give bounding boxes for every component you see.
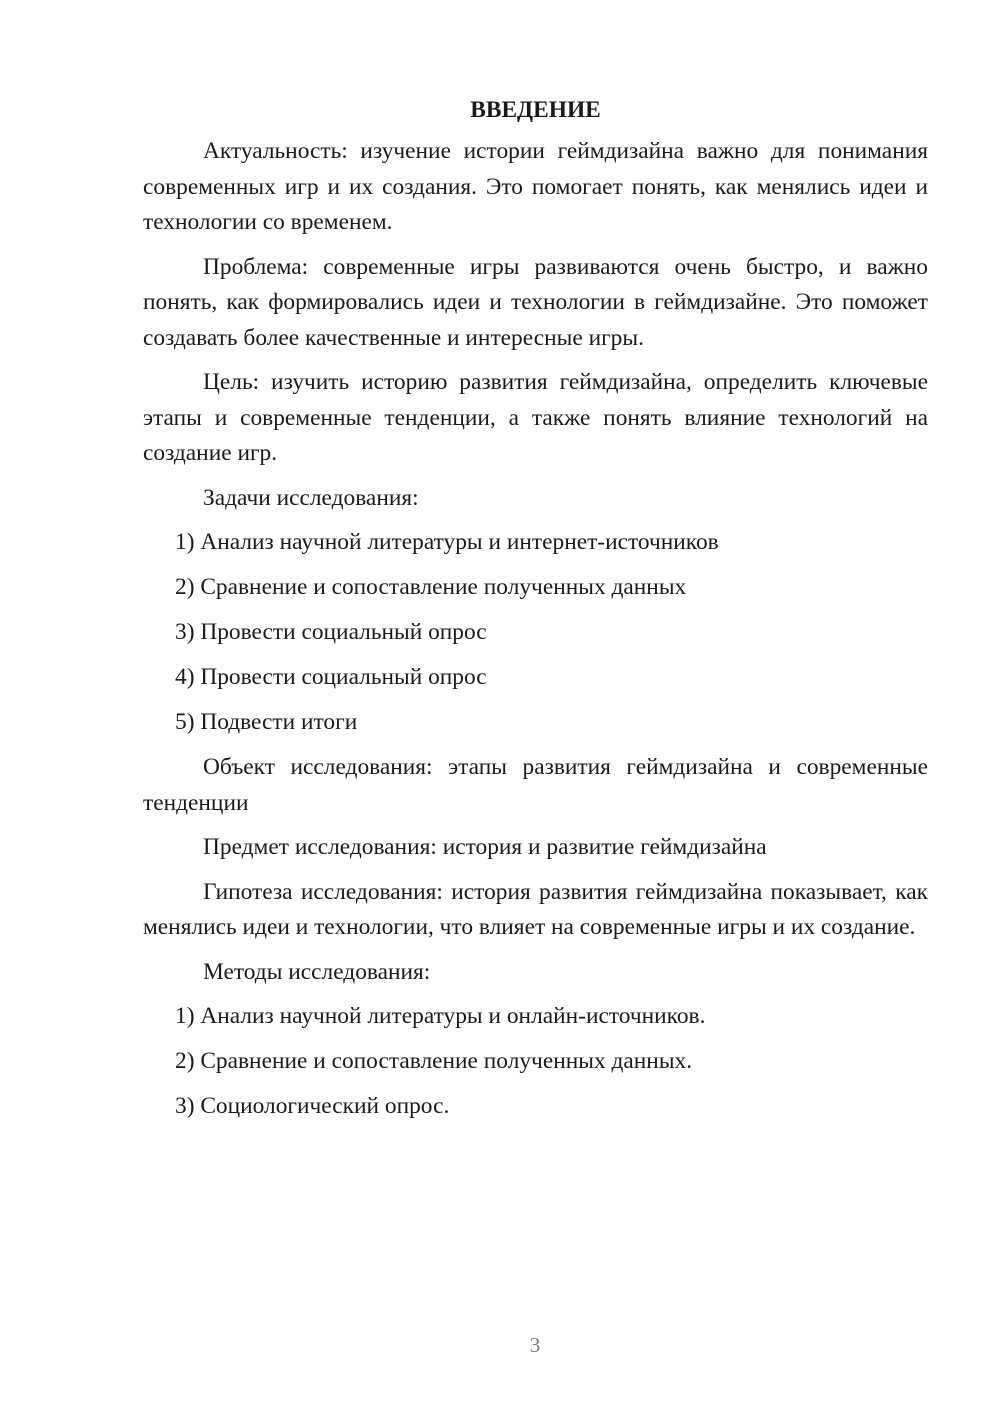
task-item: 2) Сравнение и сопоставление полученных данных — [175, 574, 687, 600]
task-item: 4) Провести социальный опрос — [175, 664, 487, 690]
object-paragraph: Объект исследования: этапы развития геймдизайна и современные тенденции — [143, 754, 928, 816]
goal-paragraph: Цель: изучить историю развития геймдизайна, определить ключевые этапы и современные тенденции, а также понять влияние технологий на создание игр. — [143, 369, 928, 466]
problem-paragraph: Проблема: современные игры развиваются очень быстро, и важно понять, как формировались идеи и технологии в геймдизайне. Это поможет создавать более качественные и интересные игры. — [143, 253, 928, 351]
task-item: 1) Анализ научной литературы и интернет-источников — [175, 529, 719, 555]
task-item: 3) Провести социальный опрос — [175, 619, 487, 645]
section-heading: ВВЕДЕНИЕ — [470, 97, 601, 123]
subject-paragraph: Предмет исследования: история и развитие геймдизайна — [203, 834, 767, 860]
method-item: 3) Социологический опрос. — [175, 1093, 450, 1119]
page-content — [143, 92, 928, 1134]
hypothesis-paragraph: Гипотеза исследования: история развития геймдизайна показывает, как менялись идеи и технологии, что влияет на современные игры и их создание. — [143, 878, 928, 940]
methods-title: Методы исследования: — [203, 958, 431, 985]
relevance-paragraph: Актуальность: изучение истории геймдизайна важно для понимания современных игр и их создания. Это помогает понять, как менялись идеи и технологии со временем. — [143, 138, 928, 235]
task-item: 5) Подвести итоги — [175, 709, 358, 735]
tasks-title: Задачи исследования: — [203, 484, 419, 511]
method-item: 2) Сравнение и сопоставление полученных данных. — [175, 1048, 693, 1074]
method-item: 1) Анализ научной литературы и онлайн-источников. — [175, 1003, 706, 1029]
page-number: 3 — [529, 1333, 541, 1357]
